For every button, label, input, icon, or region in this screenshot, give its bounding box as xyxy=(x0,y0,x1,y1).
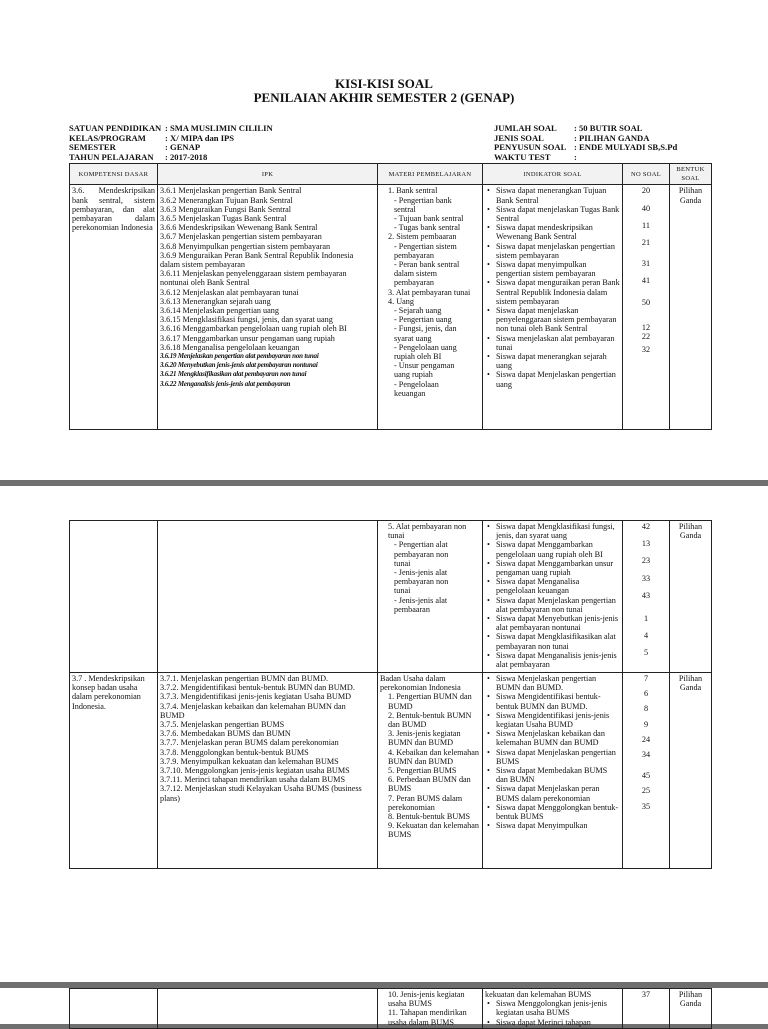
ipk-item: 3.6.21 Mengklasifikasikan alat pembayaran non tunai xyxy=(160,370,307,379)
meta-value: : 2017-2018 xyxy=(165,151,208,162)
header-indikator: INDIKATOR SOAL xyxy=(483,164,623,185)
materi-line: BUMS xyxy=(388,784,412,794)
indikator-item: • Siswa Menjelaskan pengertian BUMN dan BUMD. xyxy=(485,674,620,692)
header-bentuk: BENTUK SOAL xyxy=(670,164,712,185)
ipk-item: 3.6.14 Menjelaskan pengertian uang xyxy=(160,306,279,316)
meta-right xyxy=(494,124,677,162)
no-soal: 13 xyxy=(641,539,651,549)
no-soal: 35 xyxy=(641,801,651,811)
no-soal-cell xyxy=(623,989,670,1029)
materi-line: 2. Sistem pembaaran xyxy=(388,232,457,242)
materi-line: 7. Peran BUMS dalam xyxy=(388,793,463,803)
meta-value: : 50 BUTIR SOAL xyxy=(574,123,643,133)
ipk-cell xyxy=(158,989,378,1029)
indikator-item: • Siswa dapat menguraikan peran Bank Sentral Republik Indonesia dalam sistem pembayaran xyxy=(485,278,620,306)
document-page-2 xyxy=(0,486,768,982)
kd-cell xyxy=(70,673,158,869)
ipk-item: 3.6.18 Menganalisa pengelolaan keuangan xyxy=(160,342,300,352)
no-soal: 7 xyxy=(643,674,649,683)
no-soal: 24 xyxy=(641,734,651,744)
meta-value: : PILIHAN GANDA xyxy=(574,132,650,143)
indikator-item: • Siswa Mengidentifikasi bentuk-bentuk BUMN dan BUMD. xyxy=(485,692,620,710)
meta-label: PENYUSUN SOAL xyxy=(494,142,567,152)
indikator-item: • Siswa dapat Menggolongkan bentuk-bentuk BUMS xyxy=(485,803,620,821)
table-row xyxy=(70,673,712,869)
no-soal: 23 xyxy=(641,556,651,566)
bentuk-text: Pilihan Ganda xyxy=(678,186,703,205)
materi-line: Badan Usaha dalam xyxy=(380,674,446,683)
ipk-item: 3.7.7. Menjelaskan peran BUMS dalam perekonomian xyxy=(160,738,339,748)
indikator-cell xyxy=(483,989,623,1029)
materi-line: BUMN dan BUMD xyxy=(388,738,454,748)
materi-cell xyxy=(378,989,483,1029)
kd-text: 3.6. Mendeskripsikan bank sentral, sistem pembayaran, dan alat pembayaran dalam perekonomian Indonesia xyxy=(72,186,155,233)
ipk-item: dalam sistem pembayaran xyxy=(160,260,246,270)
indikator-cell xyxy=(483,521,623,673)
ipk-item: 3.6.12 Menjelaskan alat pembayaran tunai xyxy=(160,287,299,297)
materi-line: - Jenis-jenis alat xyxy=(394,568,448,578)
indikator-item: • Siswa dapat menerangkan sejarah uang xyxy=(485,352,620,370)
ipk-item: 3.7.12. Menjelaskan studi Kelayakan Usaha BUMS (business xyxy=(160,784,362,794)
materi-line: 2. Bentuk-bentuk BUMN xyxy=(388,710,472,720)
indikator-cell xyxy=(483,673,623,869)
materi-line: BUMS xyxy=(388,830,412,840)
materi-line: 11. Tahapan mendirikan xyxy=(388,1008,467,1018)
no-soal: 11 xyxy=(642,220,650,230)
indikator-item: • Siswa dapat Mengklasifikasi fungsi, jenis, dan syarat uang xyxy=(485,522,620,540)
ipk-item: 3.7.2. Mengidentifikasi bentuk-bentuk BUMN dan BUMD. xyxy=(160,683,355,693)
materi-line: 10. Jenis-jenis kegiatan xyxy=(388,990,465,999)
materi-line: - Fungsi, jenis, dan xyxy=(394,324,457,334)
materi-line: BUMN dan BUMD xyxy=(388,756,454,766)
ipk-cell xyxy=(158,673,378,869)
no-soal: 41 xyxy=(641,276,651,286)
ipk-item: 3.6.6 Mendeskripsikan Wewenang Bank Sentral xyxy=(160,223,318,233)
no-soal-cell xyxy=(623,185,670,430)
materi-line: 4. Kebaikan dan kelemahan xyxy=(388,747,479,757)
materi-line: pembayaran non xyxy=(394,577,449,587)
meta-label: KELAS/PROGRAM xyxy=(69,132,146,143)
materi-line: - Tugas bank sentral xyxy=(394,223,461,233)
materi-line: tunai xyxy=(394,558,411,568)
indikator-item: • Siswa dapat Menjelaskan pengertian alat pembayaran non tunai xyxy=(485,596,620,614)
ipk-item: 3.7.3. Mengidentifikasi jenis-jenis kegiatan Usaha BUMD xyxy=(160,692,352,702)
bentuk-cell xyxy=(670,673,712,869)
no-soal: 4 xyxy=(643,631,649,641)
no-soal: 32 xyxy=(641,345,651,355)
ipk-item: 3.7.6. Membedakan BUMS dan BUMN xyxy=(160,729,291,739)
materi-line: 5. Pengertian BUMS xyxy=(388,766,457,776)
ipk-item: 3.6.15 Mengklasifikasi fungsi, jenis, dan syarat uang xyxy=(160,315,333,325)
ipk-item: 3.6.1 Menjelaskan pengertian Bank Sentral xyxy=(160,186,302,196)
no-soal-cell xyxy=(623,521,670,673)
materi-line: dan BUMD xyxy=(388,720,427,730)
ipk-item: 3.6.13 Menerangkan sejarah uang xyxy=(160,296,271,306)
no-soal-cell xyxy=(623,673,670,869)
ipk-item: nontunai oleh Bank Sentral xyxy=(160,278,250,288)
header-ipk: IPK xyxy=(158,164,378,185)
materi-cell xyxy=(378,673,483,869)
materi-line: 4. Uang xyxy=(388,296,414,306)
doc-title: KISI-KISI SOAL xyxy=(335,76,433,91)
materi-line: uang rupiah xyxy=(394,370,433,380)
materi-line: dalam sistem xyxy=(394,269,437,279)
no-soal: 50 xyxy=(641,297,651,307)
ipk-item: plans) xyxy=(160,793,181,803)
materi-line: perekonomian xyxy=(388,802,435,812)
bentuk-cell xyxy=(670,989,712,1029)
ipk-item: 3.7.1. Menjelaskan pengertian BUMN dan BUMD. xyxy=(160,674,329,683)
meta-label: SATUAN PENDIDIKAN xyxy=(69,123,162,133)
indikator-item: • Siswa dapat Menganalisa pengelolaan keuangan xyxy=(485,577,620,595)
meta-value: : SMA MUSLIMIN CILILIN xyxy=(165,123,273,133)
materi-line: 1. Pengertian BUMN dan xyxy=(388,692,472,702)
indikator-item: • Siswa dapat menjelaskan Tugas Bank Sentral xyxy=(485,205,620,223)
indikator-item: • Siswa dapat menjelaskan pengertian sistem pembayaran xyxy=(485,242,620,260)
meta-row xyxy=(69,153,273,163)
kisi-table-page-1 xyxy=(69,163,712,430)
materi-line: - Peran bank sentral xyxy=(394,260,460,270)
ipk-item: 3.6.2 Menerangkan Tujuan Bank Sentral xyxy=(160,195,293,205)
no-soal: 1 xyxy=(643,614,649,624)
materi-line: usaha dalam BUMS xyxy=(388,1017,454,1027)
materi-line: - Pengertian alat xyxy=(394,540,448,550)
no-soal: 9 xyxy=(643,719,649,729)
ipk-item: BUMD xyxy=(160,710,185,720)
kd-cell xyxy=(70,185,158,430)
indikator-item: • Siswa dapat menjelaskan penyelenggaraan sistem pembayaran non tunai oleh Bank Sentral xyxy=(485,306,620,334)
no-soal: 25 xyxy=(641,786,651,796)
materi-line: sentral xyxy=(394,204,416,214)
meta-label: TAHUN PELAJARAN xyxy=(69,151,154,162)
no-soal: 5 xyxy=(643,648,649,658)
ipk-item: 3.6.16 Menggambarkan pengelolaan uang rupiah oleh BI xyxy=(160,324,347,334)
indikator-item: • Siswa dapat Menyimpulkan xyxy=(485,821,620,830)
meta-value: : GENAP xyxy=(165,142,201,152)
indikator-item: • Siswa dapat Menyebutkan jenis-jenis alat pembayaran nontunai xyxy=(485,614,620,632)
indikator-item: • Siswa dapat Menganalisis jenis-jenis alat pembayaran xyxy=(485,651,620,669)
bentuk-text: Pilihan Ganda xyxy=(678,674,703,693)
ipk-item: 3.6.19 Menjelaskan pengertian alat pembayaran non tunai xyxy=(160,352,319,361)
header-kd: KOMPETENSI DASAR xyxy=(70,164,158,185)
materi-line: rupiah oleh BI xyxy=(394,352,442,362)
materi-line: 9. Kekuatan dan kelemahan xyxy=(388,821,479,831)
materi-cell xyxy=(378,521,483,673)
indikator-item: • Siswa Mengidentifikasi jenis-jenis kegiatan Usaha BUMD xyxy=(485,711,620,729)
indikator-item: • Siswa dapat Menggambarkan pengelolaan uang rupiah oleh BI xyxy=(485,540,620,558)
materi-line: - Sejarah uang xyxy=(394,306,442,316)
materi-line: 8. Bentuk-bentuk BUMS xyxy=(388,812,471,822)
document-page-3 xyxy=(0,988,768,1027)
table-row xyxy=(70,521,712,673)
ipk-item: 3.6.11 Menjelaskan penyelenggaraan sistem pembayaran xyxy=(160,269,347,279)
ipk-item: 3.7.5. Menjelaskan pengertian BUMS xyxy=(160,720,285,730)
no-soal: 34 xyxy=(641,750,651,760)
materi-line: - Pengertian uang xyxy=(394,315,452,325)
materi-line: syarat uang xyxy=(394,333,432,343)
indikator-item: • Siswa dapat Menjelaskan pengertian uang xyxy=(485,370,620,388)
document-page-1 xyxy=(0,0,768,480)
materi-line: - Unsur pengaman xyxy=(394,361,455,371)
no-soal: 42 xyxy=(641,522,651,531)
materi-line: usaha BUMS xyxy=(388,999,432,1009)
indikator-item: • Siswa dapat Menjelaskan peran BUMS dalam perekonomian xyxy=(485,784,620,802)
bentuk-text: Pilihan Ganda xyxy=(678,522,703,541)
bentuk-cell xyxy=(670,521,712,673)
materi-line: 3. Jenis-jenis kegiatan xyxy=(388,729,461,739)
bentuk-cell xyxy=(670,185,712,430)
ipk-cell xyxy=(158,185,378,430)
no-soal: 40 xyxy=(641,203,651,213)
no-soal: 12 xyxy=(641,322,651,332)
materi-line: - Pengelolaan uang xyxy=(394,342,457,352)
no-soal: 21 xyxy=(641,238,651,248)
indikator-cell xyxy=(483,185,623,430)
ipk-item: 3.6.9 Menguraikan Peran Bank Sentral Republik Indonesia xyxy=(160,250,354,260)
header-materi: MATERI PEMBELAJARAN xyxy=(378,164,483,185)
no-soal: 43 xyxy=(641,590,651,600)
meta-value: : X/ MIPA dan IPS xyxy=(165,132,235,143)
meta-label: JENIS SOAL xyxy=(494,132,544,143)
ipk-item: 3.6.8 Menyimpulkan pengertian sistem pembayaran xyxy=(160,241,331,251)
indikator-item: • Siswa dapat Merinci tahapan xyxy=(485,1018,620,1027)
kd-cell xyxy=(70,989,158,1029)
materi-line: keuangan xyxy=(394,388,426,398)
doc-subtitle: PENILAIAN AKHIR SEMESTER 2 (GENAP) xyxy=(253,90,515,105)
ipk-item: 3.6.3 Menguraikan Fungsi Bank Sentral xyxy=(160,204,291,214)
indikator-item: • Siswa dapat menyimpulkan pengertian sistem pembayaran xyxy=(485,260,620,278)
ipk-cell xyxy=(158,521,378,673)
no-soal: 33 xyxy=(641,573,651,583)
meta-value: : xyxy=(574,151,577,162)
meta-label: WAKTU TEST xyxy=(494,151,551,162)
ipk-item: 3.6.17 Menggambarkan unsur pengaman uang rupiah xyxy=(160,333,335,343)
materi-cell xyxy=(378,185,483,430)
no-soal: 37 xyxy=(641,990,651,999)
materi-line: perekonomian Indonesia xyxy=(380,683,461,693)
kd-text: 3.7 . Mendeskripsikan konsep badan usaha dalam perekonomian Indonesia. xyxy=(72,674,145,711)
kd-cell xyxy=(70,521,158,673)
meta-label: SEMESTER xyxy=(69,142,116,152)
materi-line: 1. Bank sentral xyxy=(388,186,438,196)
meta-value: : ENDE MULYADI SB,S.Pd xyxy=(574,142,678,152)
header-no-soal: NO SOAL xyxy=(623,164,670,185)
no-soal: 31 xyxy=(641,259,651,269)
no-soal: 45 xyxy=(641,771,651,781)
indikator-item: • Siswa dapat Mengklasifikasikan alat pembayaran non tunai xyxy=(485,632,620,650)
indikator-continued: kekuatan dan kelemahan BUMS xyxy=(485,990,592,999)
indikator-item: • Siswa dapat Menggambarkan unsur pengaman uang rupiah xyxy=(485,559,620,577)
kisi-table-page-3 xyxy=(69,988,712,1029)
ipk-item: 3.6.20 Menyebutkan jenis-jenis alat pembayaran nontunai xyxy=(160,361,318,370)
ipk-item: 3.7.10. Menggolongkan jenis-jenis kegiatan usaha BUMS xyxy=(160,766,350,776)
materi-line: 6. Perbedaan BUMN dan xyxy=(388,775,471,785)
materi-line: - Jenis-jenis alat xyxy=(394,595,448,605)
table-row xyxy=(70,989,712,1029)
meta-row xyxy=(494,153,677,163)
ipk-item: 3.6.7 Menjelaskan pengertian sistem pembayaran xyxy=(160,232,322,242)
ipk-item: 3.7.8. Menggolongkan bentuk-bentuk BUMS xyxy=(160,747,309,757)
ipk-item: 3.6.22 Menganalisis jenis-jenis alat pembayaran xyxy=(160,379,291,388)
kisi-table-page-2 xyxy=(69,520,712,869)
materi-line: pembayaran xyxy=(394,278,435,288)
indikator-item: • Siswa Menggolongkan jenis-jenis kegiatan usaha BUMS xyxy=(485,999,620,1017)
bentuk-text: Pilihan Ganda xyxy=(678,990,703,1009)
no-soal: 8 xyxy=(643,704,649,714)
materi-line: pembaaran xyxy=(394,604,430,614)
materi-line: pembayaran non xyxy=(394,549,449,559)
materi-line: 5. Alat pembayaran non xyxy=(388,522,467,531)
indikator-item: • Siswa menjelaskan alat pembayaran tunai xyxy=(485,334,620,352)
indikator-item: • Siswa dapat menerangkan Tujuan Bank Sentral xyxy=(485,186,620,204)
meta-label: JUMLAH SOAL xyxy=(494,123,557,133)
materi-line: 3. Alat pembayaran tunai xyxy=(388,287,471,297)
materi-line: - Tujuan bank sentral xyxy=(394,214,464,224)
materi-line: tunai xyxy=(388,531,405,541)
materi-line: - Pengertian sistem xyxy=(394,241,457,251)
materi-line: BUMD xyxy=(388,701,413,711)
materi-line: - Pengertian bank xyxy=(394,195,452,205)
materi-line: - Pengelolaan xyxy=(394,379,439,389)
indikator-item: • Siswa Menjelaskan kebaikan dan kelemahan BUMN dan BUMD xyxy=(485,729,620,747)
ipk-item: 3.7.9. Menyimpulkan kekuatan dan kelemahan BUMS xyxy=(160,756,339,766)
ipk-item: 3.7.4. Menjelaskan kebaikan dan kelemahan BUMN dan xyxy=(160,701,346,711)
materi-line: tunai xyxy=(394,586,411,596)
no-soal: 22 xyxy=(641,332,651,342)
materi-line: pembayaran xyxy=(394,250,435,260)
meta-left xyxy=(69,124,273,162)
no-soal: 6 xyxy=(643,689,649,699)
ipk-item: 3.6.5 Menjelaskan Tugas Bank Sentral xyxy=(160,214,287,224)
table-header-row xyxy=(70,164,712,185)
no-soal: 20 xyxy=(641,186,651,196)
indikator-item: • Siswa dapat Menjelaskan pengertian BUMS xyxy=(485,748,620,766)
table-row xyxy=(70,185,712,430)
indikator-item: • Siswa dapat mendeskripsikan Wewenang Bank Sentral xyxy=(485,223,620,241)
ipk-item: 3.7.11. Merinci tahapan mendirikan usaha dalam BUMS xyxy=(160,775,346,785)
indikator-item: • Siswa dapat Membedakan BUMS dan BUMN xyxy=(485,766,620,784)
